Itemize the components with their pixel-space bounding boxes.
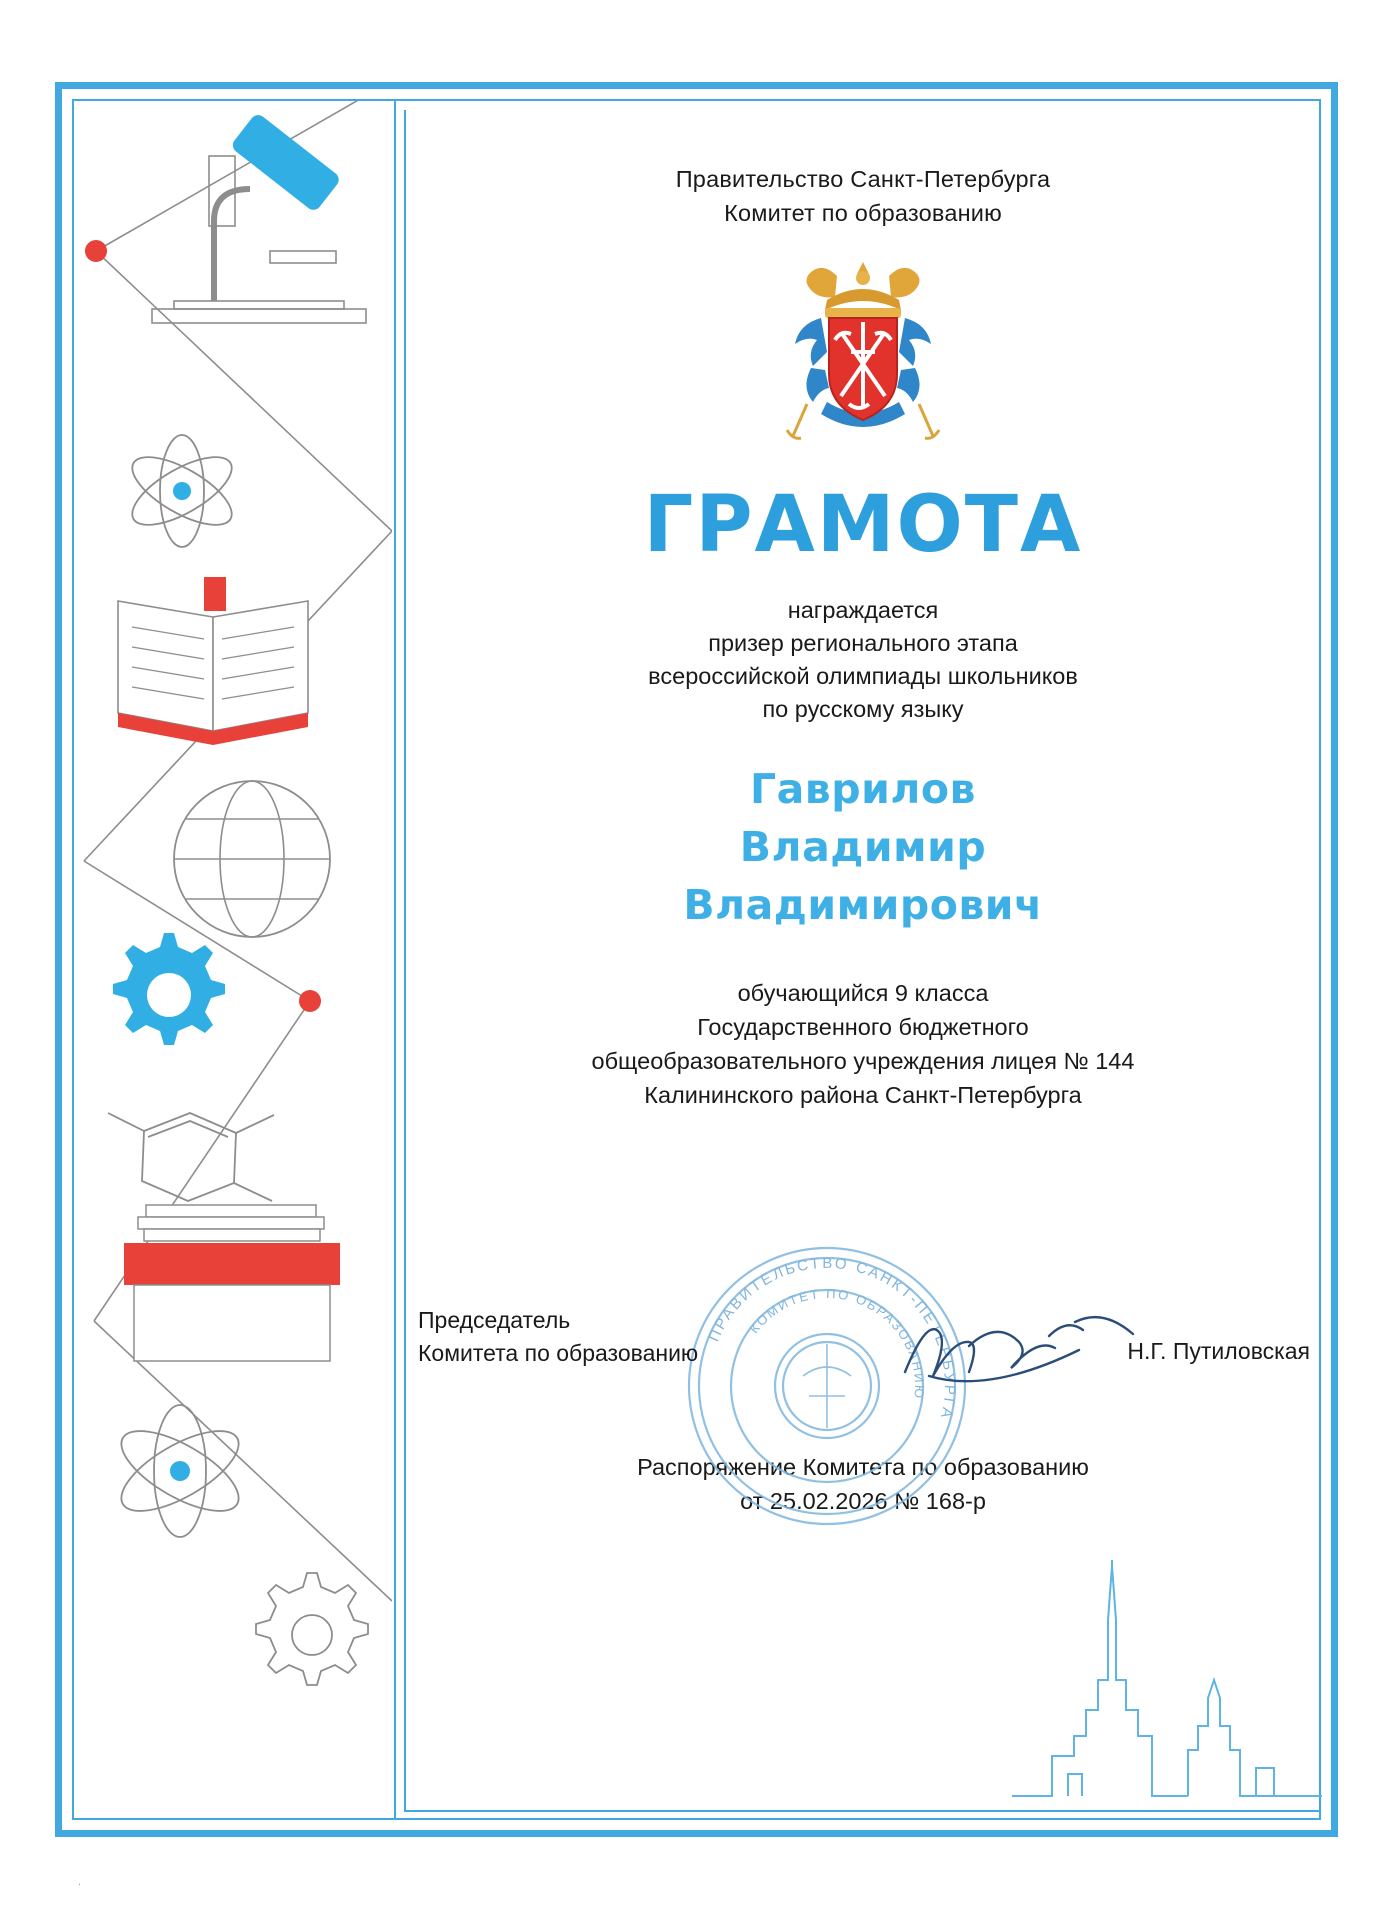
- handwritten-signature: [899, 1306, 1139, 1396]
- award-reason: [408, 594, 1318, 726]
- signer-name: Н.Г. Путиловская: [1127, 1338, 1310, 1364]
- issuer-line-2: Комитет по образованию: [724, 200, 1002, 226]
- recipient-name: [408, 760, 1318, 934]
- signer-role-line-1: Председатель: [418, 1307, 571, 1333]
- panel-bottom-rule: [404, 1810, 1321, 1812]
- award-line-4: по русскому языку: [762, 696, 964, 722]
- recipient-last-name: Гаврилов: [750, 765, 976, 813]
- signer-role: [418, 1304, 698, 1370]
- school-line-4: Калининского района Санкт-Петербурга: [644, 1082, 1082, 1108]
- signature-block: [408, 1254, 1318, 1422]
- school-line-3: общеобразовательного учреждения лицея № 144: [591, 1048, 1135, 1074]
- order-line-2: от 25.02.2026 № 168-р: [740, 1488, 986, 1514]
- issuer-line-1: Правительство Санкт-Петербурга: [675, 166, 1051, 192]
- order-line-1: Распоряжение Комитета по образованию: [637, 1454, 1089, 1480]
- svg-text:ПРАВИТЕЛЬСТВО САНКТ-ПЕТЕРБУРГ: ПРАВИТЕЛЬСТВО САНКТ-ПЕТЕРБУРГА: [704, 1254, 958, 1422]
- award-line-2: призер регионального этапа: [708, 630, 1018, 656]
- decorative-illustration-band: [74, 101, 392, 1818]
- recipient-first-name: Владимир: [739, 823, 987, 871]
- recipient-school: [408, 976, 1318, 1112]
- svg-text:КОМИТЕТ ПО ОБРАЗОВАНИЮ: КОМИТЕТ ПО ОБРАЗОВАНИЮ: [745, 1285, 927, 1401]
- page-title: ГРАМОТА: [643, 480, 1083, 570]
- band-divider-line-2: [404, 110, 406, 1810]
- band-divider-line-1: [394, 99, 396, 1820]
- coat-of-arms-icon: [408, 256, 1318, 456]
- signer-role-line-2: Комитета по образованию: [418, 1340, 699, 1366]
- page-footer-mark: .: [78, 1876, 82, 1888]
- award-line-1: награждается: [787, 597, 939, 623]
- certificate-content: [408, 120, 1318, 1810]
- award-line-3: всероссийской олимпиады школьников: [648, 663, 1078, 689]
- skyline-icon: [1012, 1560, 1322, 1810]
- recipient-patronymic: Владимирович: [683, 881, 1043, 929]
- school-line-1: обучающийся 9 класса: [737, 980, 989, 1006]
- school-line-2: Государственного бюджетного: [697, 1014, 1029, 1040]
- issuer-header: [408, 162, 1318, 230]
